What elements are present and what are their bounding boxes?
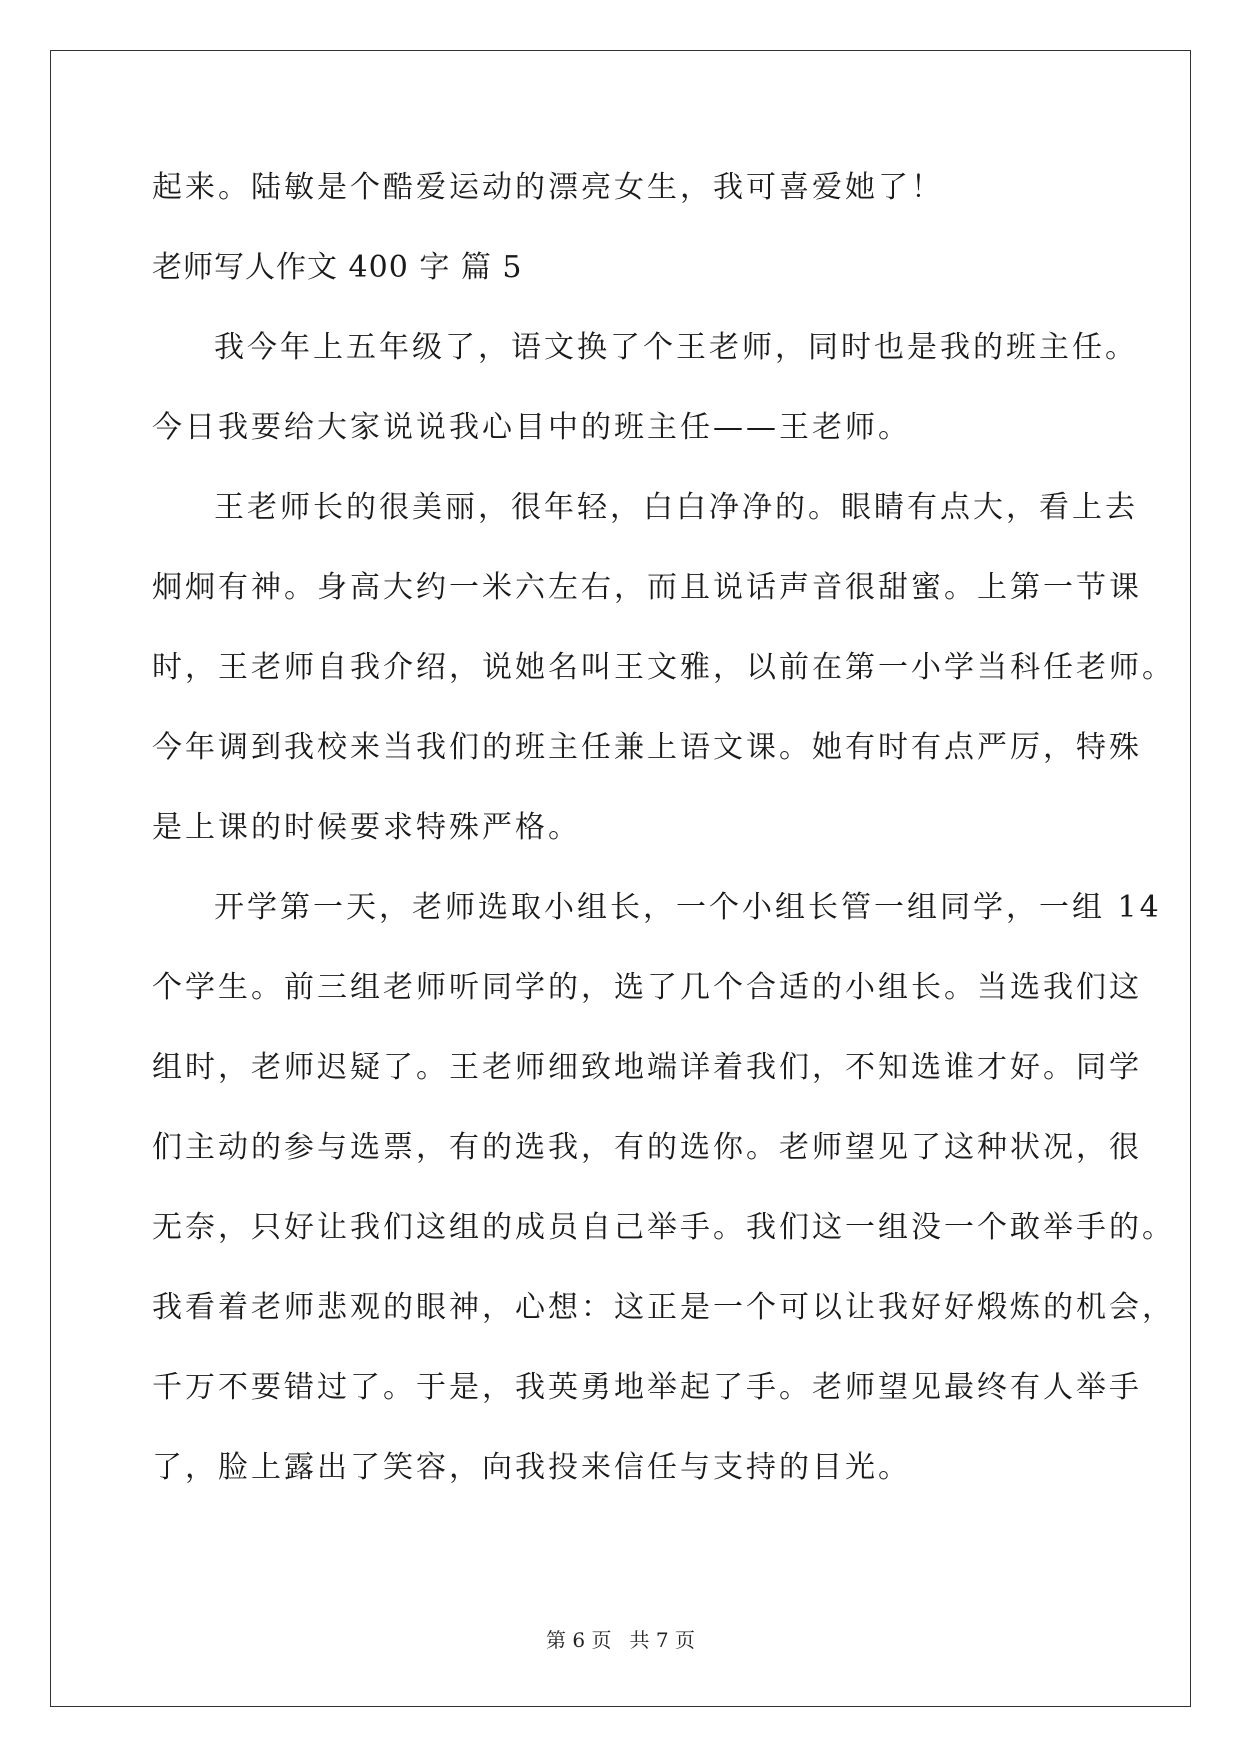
paragraph-line: 炯炯有神。身高大约一米六左右，而且说话声音很甜蜜。上第一节课 (152, 570, 1142, 605)
paragraph-line: 我今年上五年级了，语文换了个王老师，同时也是我的班主任。 (214, 330, 1138, 365)
paragraph-line: 了，脸上露出了笑容，向我投来信任与支持的目光。 (152, 1450, 911, 1485)
paragraph-line: 是上课的时候要求特殊严格。 (152, 810, 581, 845)
page-number-current: 第 6 页 (546, 1628, 612, 1652)
paragraph-line: 我看着老师悲观的眼神，心想：这正是一个可以让我好好煅炼的机会， (152, 1290, 1175, 1325)
page-number-total: 共 7 页 (629, 1628, 695, 1652)
section-heading: 老师写人作文 400 字 篇 5 (152, 250, 523, 285)
paragraph-line: 开学第一天，老师选取小组长，一个小组长管一组同学，一组 14 (214, 890, 1162, 925)
paragraph-line: 王老师长的很美丽，很年轻，白白净净的。眼睛有点大，看上去 (214, 490, 1138, 525)
paragraph-line: 们主动的参与选票，有的选我，有的选你。老师望见了这种状况，很 (152, 1130, 1142, 1165)
paragraph-line: 今日我要给大家说说我心目中的班主任——王老师。 (152, 410, 911, 445)
paragraph-line: 千万不要错过了。于是，我英勇地举起了手。老师望见最终有人举手 (152, 1370, 1142, 1405)
paragraph-line: 无奈，只好让我们这组的成员自己举手。我们这一组没一个敢举手的。 (152, 1210, 1175, 1245)
paragraph-line: 组时，老师迟疑了。王老师细致地端详着我们，不知选谁才好。同学 (152, 1050, 1142, 1085)
paragraph-line: 时，王老师自我介绍，说她名叫王文雅，以前在第一小学当科任老师。 (152, 650, 1175, 685)
paragraph-line: 个学生。前三组老师听同学的，选了几个合适的小组长。当选我们这 (152, 970, 1142, 1005)
paragraph-line: 今年调到我校来当我们的班主任兼上语文课。她有时有点严厉，特殊 (152, 730, 1142, 765)
page-footer (0, 1627, 1241, 1653)
text-line: 起来。陆敏是个酷爱运动的漂亮女生，我可喜爱她了！ (152, 170, 944, 205)
